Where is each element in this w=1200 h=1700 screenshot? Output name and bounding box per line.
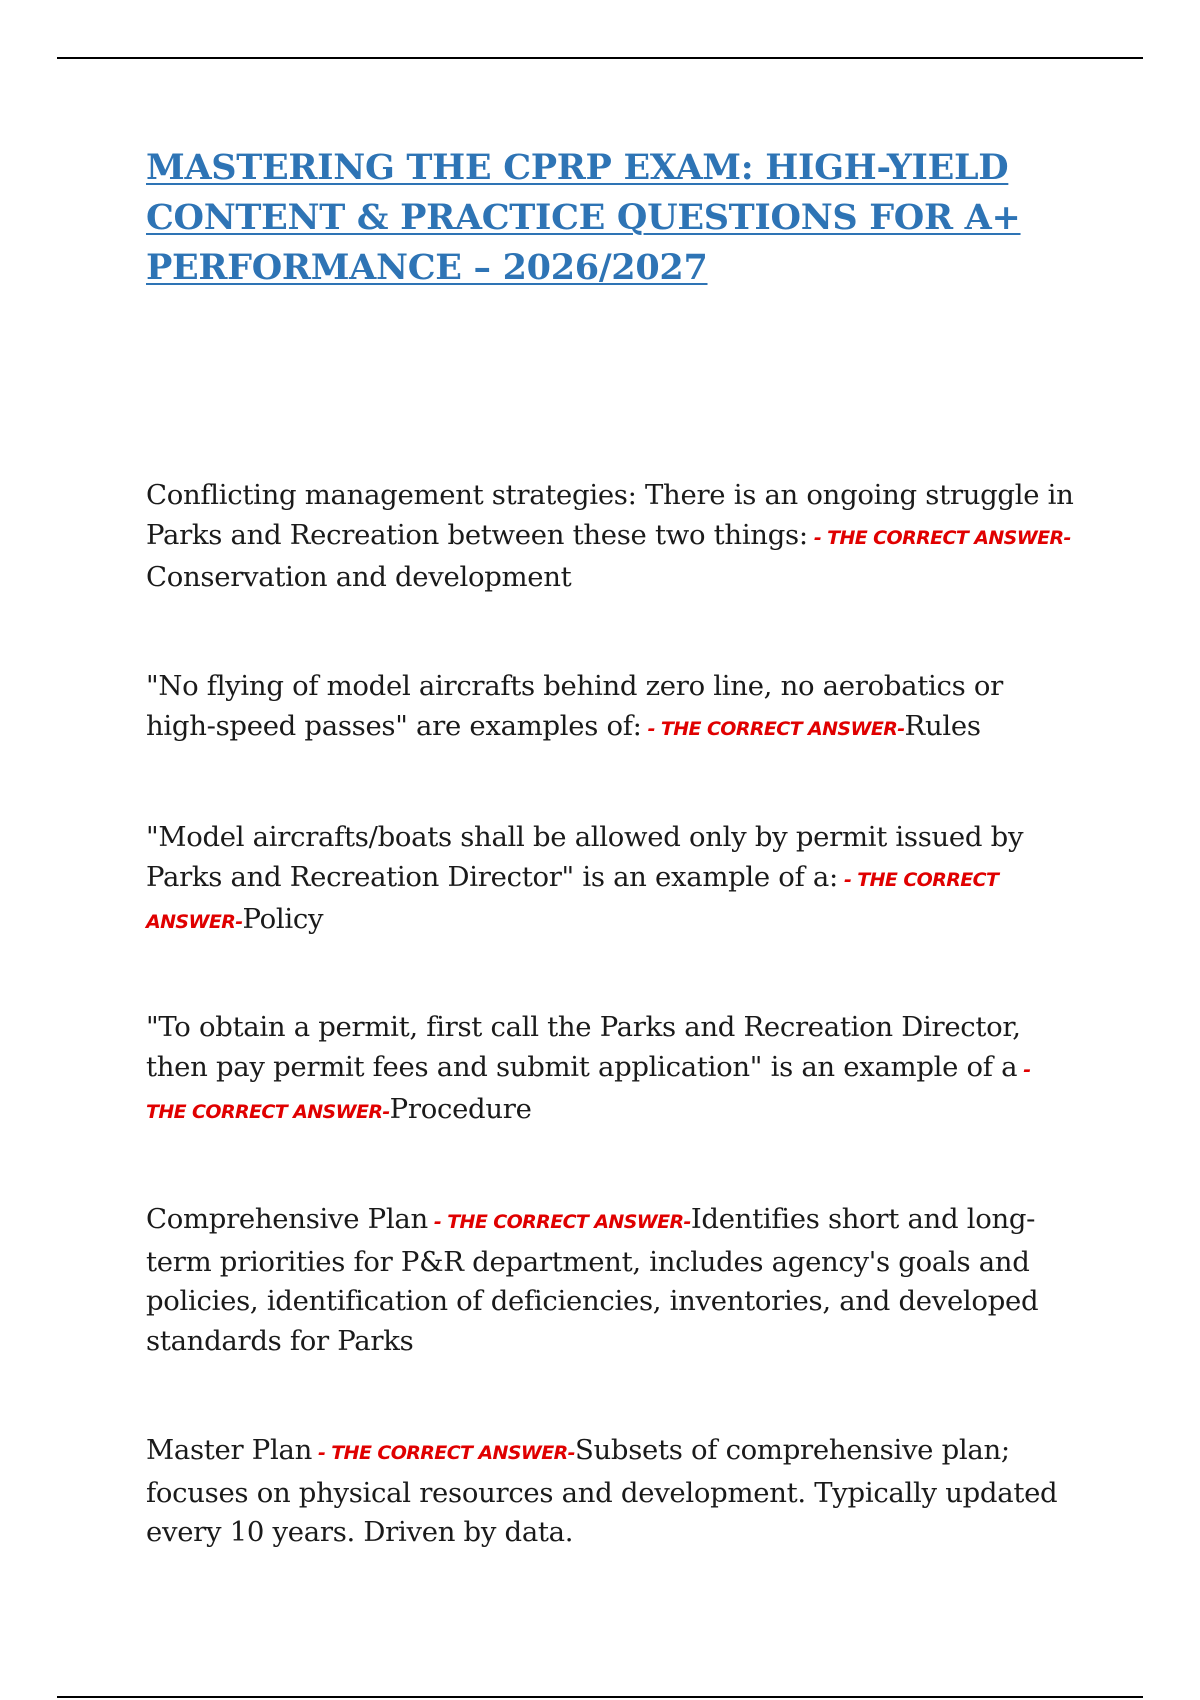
question-text: Conflicting management strategies: There is an ongoing struggle in Parks and Recreation between these two things: xyxy=(146,479,1074,551)
question-text: Master Plan xyxy=(146,1434,312,1466)
correct-answer-marker: - THE CORRECT ANSWER- xyxy=(427,1211,691,1233)
qa-item xyxy=(146,818,1076,943)
question-text: Comprehensive Plan xyxy=(146,1203,428,1235)
qa-item xyxy=(146,1008,1076,1133)
answer-text: Rules xyxy=(904,709,981,742)
correct-answer-marker: - THE CORRECT ANSWER- xyxy=(641,717,905,740)
qa-item xyxy=(146,476,1076,598)
top-divider xyxy=(57,57,1143,59)
qa-item xyxy=(146,1431,1076,1553)
bottom-divider xyxy=(57,1696,1143,1698)
correct-answer-marker: - THE CORRECT ANSWER- xyxy=(146,868,1005,933)
correct-answer-marker: - THE CORRECT ANSWER- xyxy=(146,1058,1037,1123)
question-text: "No flying of model aircrafts behind zero line, no aerobatics or high-speed passes" are examples of: xyxy=(146,670,1003,742)
answer-text: Procedure xyxy=(389,1093,532,1125)
document-title: MASTERING THE CPRP EXAM: HIGH-YIELD CONTENT & PRACTICE QUESTIONS FOR A+ PERFORMANCE – 2026/2027 xyxy=(146,147,1021,288)
question-text: "To obtain a permit, first call the Parks and Recreation Director, then pay permit fees and submit application" is an example of a xyxy=(146,1011,1021,1083)
correct-answer-marker: - THE CORRECT ANSWER- xyxy=(807,526,1071,549)
answer-text: Policy xyxy=(242,903,324,935)
qa-item xyxy=(146,667,1076,749)
question-text: "Model aircrafts/boats shall be allowed only by permit issued by Parks and Recreation Director" is an example of a: xyxy=(146,821,1024,893)
qa-item xyxy=(146,1200,1076,1361)
answer-text: Identifies short and long-term priorities for P&R department, includes agency's goals and policies, identification of deficiencies, inventories, and developed standards for Parks xyxy=(146,1203,1039,1357)
answer-text: Conservation and development xyxy=(146,561,572,593)
correct-answer-marker: - THE CORRECT ANSWER- xyxy=(311,1442,575,1464)
answer-text: Subsets of comprehensive plan; focuses on physical resources and development. Typically updated every 10 years. Driven by data. xyxy=(146,1434,1058,1548)
